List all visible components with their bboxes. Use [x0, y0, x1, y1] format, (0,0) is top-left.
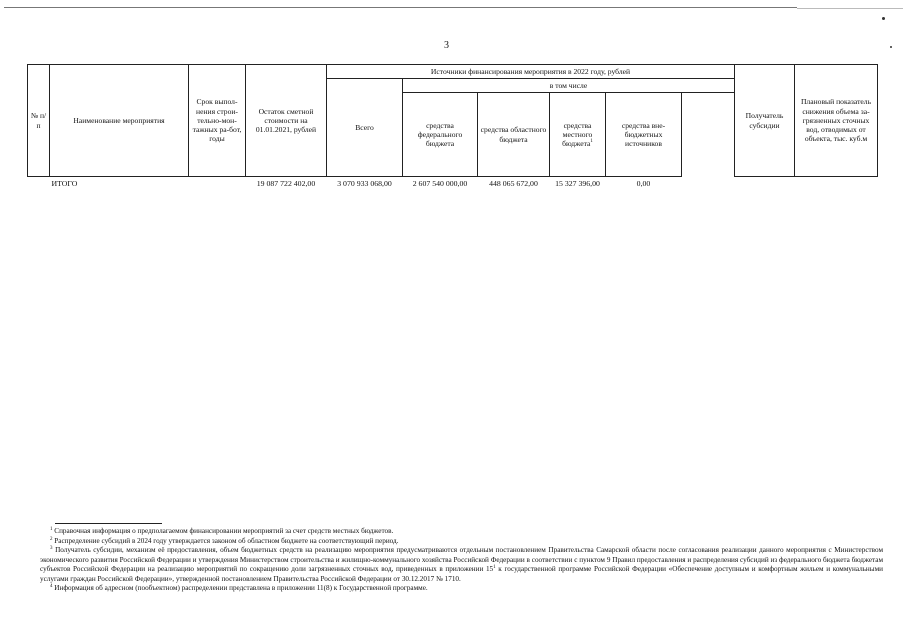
footnote-text-cont: к государственной программе Российской Федерации «Обеспечение доступным и комфортным жильем и коммунальными услугами граждан Российской Федерации», утвержденной постановлением Правительства Российской Федерации от 30.12.2017 № 1710. — [40, 565, 884, 583]
col-header-including: в том числе — [403, 79, 735, 93]
total-label: ИТОГО — [51, 178, 78, 188]
total-extra: 0,00 — [636, 178, 651, 188]
footnote-text: Получатель субсидии, механизм её предоставления, объем бюджетных средств на реализацию мероприятия предусматриваются отдельным постановлением Правительства Самарской области после согласования реализации данного мероприятия с Министерством экономического развития Российской Федерации и утверждения Министерством строительства и жилищно-коммунального хозяйства Российской Федерации в соответствии с пунктом 9 Правил предоставления и распределения субсидий из федерального бюджета бюджетам субъектов Российской Федерации на реализацию мероприятий по сокращению доли загрязненных сточных вод, приведенных в приложении 15 — [40, 546, 884, 574]
financing-table — [27, 64, 878, 189]
col-header-planned: Плановый показатель снижения объема за-грязненных сточных вод, отводимых от объекта, тыс. куб.м — [795, 65, 878, 177]
page-number: 3 — [444, 40, 449, 51]
header-row — [28, 65, 878, 79]
footnote-text: Справочная информация о предполагаемом финансировании мероприятий за счет средств местных бюджетов. — [54, 527, 394, 535]
scan-speck — [890, 46, 892, 48]
total-federal: 2 607 540 000,00 — [412, 178, 468, 188]
col-header-remaining: Остаток сметной стоимости на 01.01.2021, рублей — [246, 65, 327, 177]
top-border-line-faint — [797, 8, 903, 9]
footnote-inline-sup: 1 — [493, 565, 496, 571]
col-header-local-text: средства местного бюджета — [562, 120, 593, 149]
footnote-text: Распределение субсидий в 2024 году утверждается законом об областном бюджете на соответствующий период. — [54, 536, 399, 545]
footnote-number: 2 — [50, 536, 53, 542]
col-header-extra: средства вне-бюджетных источников — [606, 93, 682, 177]
total-all: 3 070 933 068,00 — [337, 178, 392, 188]
footnote — [40, 584, 883, 594]
col-header-term: Срок выпол-нения строи-тельно-мон-тажных ра-бот, годы — [189, 65, 246, 177]
col-header-regional: средства областного бюджета — [478, 93, 550, 177]
footnote — [40, 527, 883, 537]
col-header-total: Всего — [327, 79, 403, 177]
footnote-text: Информация об адресном (пообъектном) распределении представлена в приложении 11(8) к Государственной программе. — [54, 584, 428, 593]
col-header-num: № п/п — [28, 65, 50, 177]
col-header-local — [550, 93, 606, 177]
footnote-separator — [55, 523, 162, 524]
footnote — [40, 537, 883, 547]
footnote-number: 1 — [50, 527, 53, 532]
col-header-recipient: Получатель субсидии — [735, 65, 795, 177]
footnote — [40, 546, 883, 584]
total-regional: 448 065 672,00 — [489, 178, 538, 188]
footnote-number: 3 — [50, 546, 53, 552]
total-remaining: 19 087 722 402,00 — [256, 178, 316, 188]
col-header-sources: Источники финансирования мероприятия в 2022 году, рублей — [327, 65, 735, 79]
top-border-line — [4, 7, 797, 8]
col-header-federal: средства федерального бюджета — [403, 93, 478, 177]
total-row — [28, 177, 878, 190]
footnote-number: 4 — [50, 584, 53, 590]
col-header-name: Наименование мероприятия — [50, 65, 189, 177]
total-local: 15 327 396,00 — [555, 178, 600, 188]
footnotes — [40, 527, 883, 594]
scan-speck — [882, 17, 885, 20]
footnote-ref: 1 — [590, 139, 593, 145]
